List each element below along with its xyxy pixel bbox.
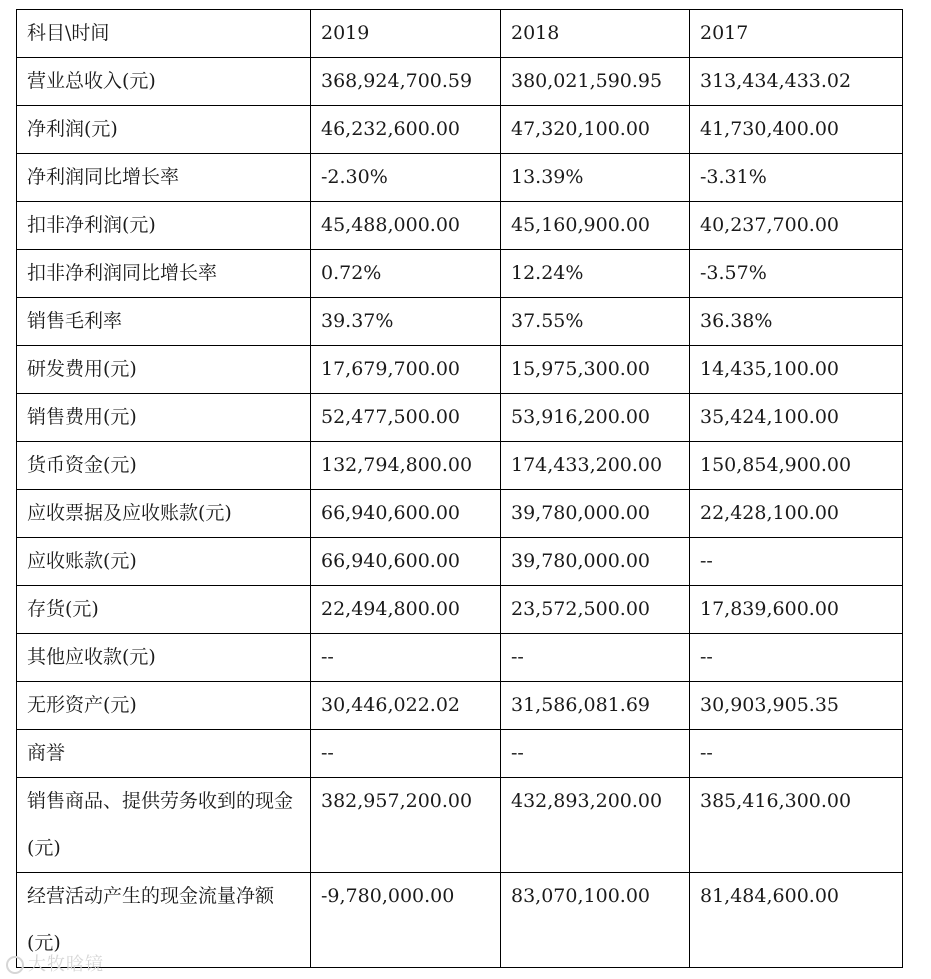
table-cell-2019: 382,957,200.00 xyxy=(311,778,501,873)
table-cell-2018: 23,572,500.00 xyxy=(501,586,690,634)
table-cell-2019: 22,494,800.00 xyxy=(311,586,501,634)
table-cell-2018: 31,586,081.69 xyxy=(501,682,690,730)
camera-eye-icon xyxy=(6,956,24,974)
table-cell-subject: 应收账款(元) xyxy=(17,538,311,586)
table-cell-subject: 扣非净利润(元) xyxy=(17,202,311,250)
financial-table-body xyxy=(17,10,903,968)
header-cell-2018: 2018 xyxy=(501,10,690,58)
table-cell-2018: 47,320,100.00 xyxy=(501,106,690,154)
table-cell-subject: 商誉 xyxy=(17,730,311,778)
table-row xyxy=(17,586,903,634)
table-cell-subject: 销售毛利率 xyxy=(17,298,311,346)
table-row xyxy=(17,106,903,154)
watermark xyxy=(6,950,104,976)
table-cell-2019: 66,940,600.00 xyxy=(311,538,501,586)
table-cell-2017: 14,435,100.00 xyxy=(690,346,903,394)
table-cell-2017: 385,416,300.00 xyxy=(690,778,903,873)
table-cell-subject: 扣非净利润同比增长率 xyxy=(17,250,311,298)
table-row xyxy=(17,346,903,394)
table-cell-2019: 46,232,600.00 xyxy=(311,106,501,154)
table-cell-subject: 营业总收入(元) xyxy=(17,58,311,106)
table-cell-subject: 其他应收款(元) xyxy=(17,634,311,682)
table-cell-subject: 货币资金(元) xyxy=(17,442,311,490)
table-cell-subject: 销售费用(元) xyxy=(17,394,311,442)
table-cell-subject: 研发费用(元) xyxy=(17,346,311,394)
table-row xyxy=(17,202,903,250)
table-row xyxy=(17,298,903,346)
table-cell-2018: 37.55% xyxy=(501,298,690,346)
table-cell-2017: -- xyxy=(690,538,903,586)
table-row xyxy=(17,490,903,538)
table-cell-2017: 35,424,100.00 xyxy=(690,394,903,442)
table-row xyxy=(17,250,903,298)
table-cell-2017: 17,839,600.00 xyxy=(690,586,903,634)
table-cell-2017: 36.38% xyxy=(690,298,903,346)
table-cell-2019: 39.37% xyxy=(311,298,501,346)
table-cell-2017: 30,903,905.35 xyxy=(690,682,903,730)
table-cell-subject: 无形资产(元) xyxy=(17,682,311,730)
table-cell-2017: 22,428,100.00 xyxy=(690,490,903,538)
table-row xyxy=(17,682,903,730)
table-cell-2017: -- xyxy=(690,634,903,682)
header-cell-subject: 科目\时间 xyxy=(17,10,311,58)
table-cell-2017: -- xyxy=(690,730,903,778)
header-row xyxy=(17,10,903,58)
header-cell-2017: 2017 xyxy=(690,10,903,58)
table-cell-subject: 销售商品、提供劳务收到的现金(元) xyxy=(17,778,311,873)
table-cell-2017: -3.31% xyxy=(690,154,903,202)
table-cell-2019: 368,924,700.59 xyxy=(311,58,501,106)
table-cell-2018: 12.24% xyxy=(501,250,690,298)
table-cell-2018: 380,021,590.95 xyxy=(501,58,690,106)
table-row xyxy=(17,730,903,778)
table-cell-subject: 净利润(元) xyxy=(17,106,311,154)
table-cell-2019: 17,679,700.00 xyxy=(311,346,501,394)
table-cell-2018: 83,070,100.00 xyxy=(501,873,690,968)
table-cell-2018: 15,975,300.00 xyxy=(501,346,690,394)
table-cell-2017: 150,854,900.00 xyxy=(690,442,903,490)
table-row xyxy=(17,538,903,586)
table-cell-2019: 45,488,000.00 xyxy=(311,202,501,250)
table-cell-2018: 13.39% xyxy=(501,154,690,202)
table-cell-subject: 存货(元) xyxy=(17,586,311,634)
table-row xyxy=(17,442,903,490)
header-cell-2019: 2019 xyxy=(311,10,501,58)
table-cell-2019: 66,940,600.00 xyxy=(311,490,501,538)
table-row xyxy=(17,873,903,968)
table-cell-2019: -9,780,000.00 xyxy=(311,873,501,968)
table-cell-2017: 41,730,400.00 xyxy=(690,106,903,154)
table-cell-2017: 313,434,433.02 xyxy=(690,58,903,106)
table-cell-2018: 432,893,200.00 xyxy=(501,778,690,873)
table-cell-2019: 30,446,022.02 xyxy=(311,682,501,730)
table-cell-2018: 53,916,200.00 xyxy=(501,394,690,442)
table-cell-2018: 174,433,200.00 xyxy=(501,442,690,490)
table-cell-subject: 应收票据及应收账款(元) xyxy=(17,490,311,538)
table-cell-2018: 39,780,000.00 xyxy=(501,490,690,538)
watermark-text: 大牧晗镜 xyxy=(28,954,104,975)
table-cell-subject: 经营活动产生的现金流量净额(元) xyxy=(17,873,311,968)
table-row xyxy=(17,778,903,873)
table-cell-2019: 132,794,800.00 xyxy=(311,442,501,490)
table-row xyxy=(17,634,903,682)
table-cell-2018: -- xyxy=(501,730,690,778)
table-cell-2019: 0.72% xyxy=(311,250,501,298)
table-cell-2019: -- xyxy=(311,634,501,682)
table-cell-2019: -2.30% xyxy=(311,154,501,202)
table-cell-2018: -- xyxy=(501,634,690,682)
table-cell-2019: 52,477,500.00 xyxy=(311,394,501,442)
table-cell-2017: 40,237,700.00 xyxy=(690,202,903,250)
table-cell-subject: 净利润同比增长率 xyxy=(17,154,311,202)
table-row xyxy=(17,154,903,202)
financial-table xyxy=(16,9,903,968)
table-cell-2018: 45,160,900.00 xyxy=(501,202,690,250)
table-cell-2017: -3.57% xyxy=(690,250,903,298)
table-row xyxy=(17,394,903,442)
table-row xyxy=(17,58,903,106)
table-cell-2017: 81,484,600.00 xyxy=(690,873,903,968)
table-cell-2019: -- xyxy=(311,730,501,778)
table-cell-2018: 39,780,000.00 xyxy=(501,538,690,586)
